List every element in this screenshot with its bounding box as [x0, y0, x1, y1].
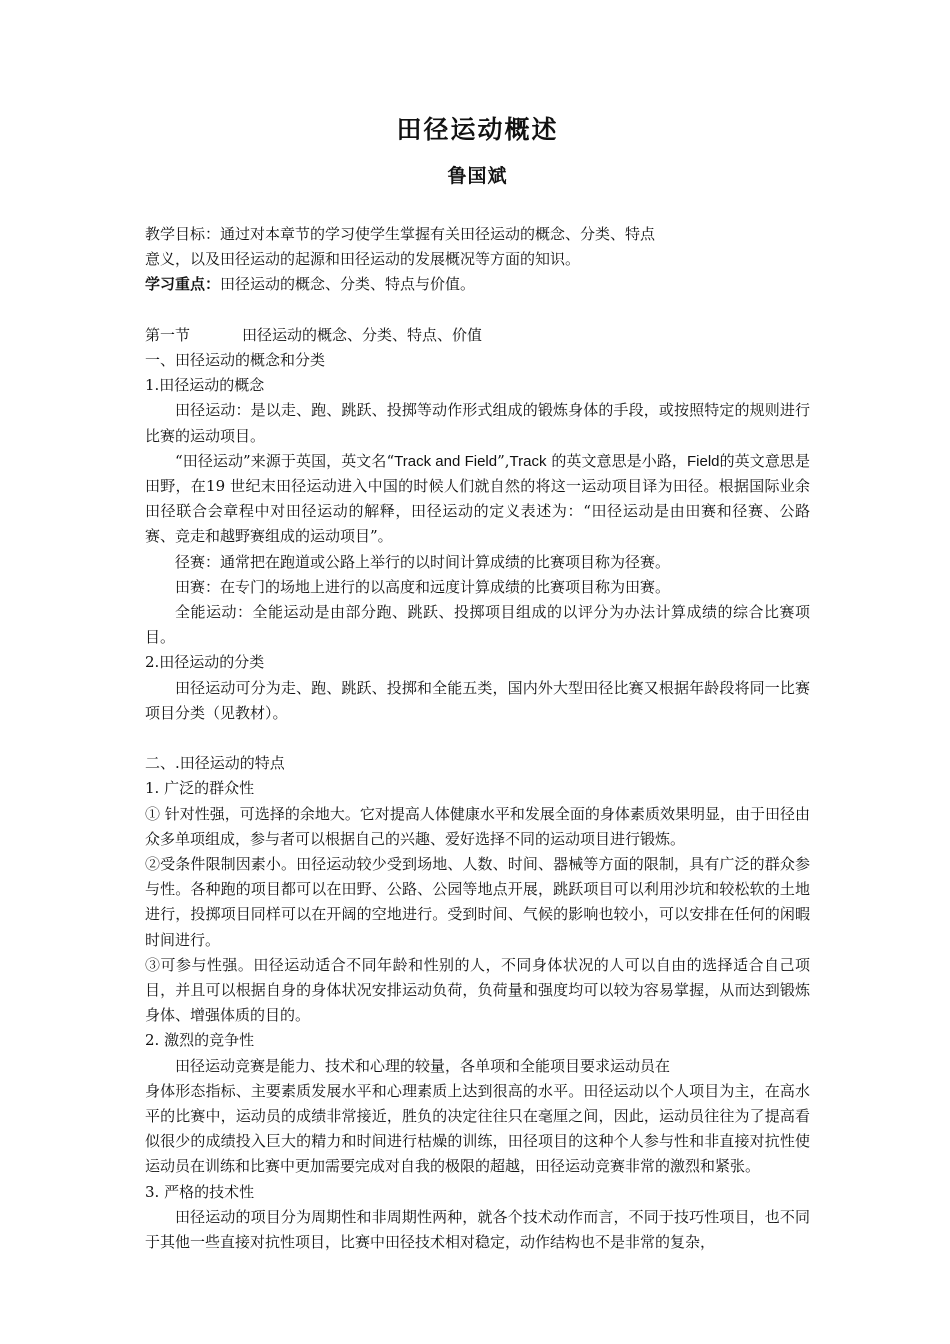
spacer [145, 298, 810, 323]
paragraph-classification: 田径运动可分为走、跑、跳跃、投掷和全能五类，国内外大型田径比赛又根据年龄段将同一比赛项目分类（见教材）。 [145, 678, 810, 722]
heading-2-3: 3. 严格的技术性 [145, 1182, 255, 1201]
heading-1-1: 1.田径运动的概念 [145, 376, 265, 395]
origin-word-track: Track [509, 452, 547, 470]
heading-1: 一、田径运动的概念和分类 [145, 351, 326, 369]
paragraph-mass-1: ① 针对性强，可选择的余地大。它对提高人体健康水平和发展全面的身体素质效果明显，由于田径由众多单项组成，参与者可以根据自己的兴趣、爱好选择不同的运动项目进行锻炼。 [145, 804, 810, 848]
document-title: 田径运动概述 [396, 115, 559, 144]
origin-word-field: Field [687, 452, 720, 470]
paragraph-competition: 身体形态指标、主要素质发展水平和心理素质上达到很高的水平。田径运动以个人项目为主，在高水平的比赛中，运动员的成绩非常接近，胜负的决定往往只在毫厘之间，因此，运动员往往为了提高看似很少的成绩投入巨大的精力和时间进行枯燥的训练，田径项目的这种个人参与性和非直接对抗性使运动员在训练和比赛中更加需要完成对自我的极限的超越，田径运动竞赛非常的激烈和紧张。 [145, 1081, 810, 1176]
heading-2-2: 2. 激烈的竞争性 [145, 1031, 255, 1050]
paragraph-mass-3: ③可参与性强。田径运动适合不同年龄和性别的人，不同身体状况的人可以自由的选择适合自己项目，并且可以根据自身的身体状况安排运动负荷，负荷量和强度均可以较为容易掌握，从而达到锻炼身体、增强体质的目的。 [145, 955, 810, 1025]
origin-text-d: 的英文意思是田野，在19 世纪末田径运动进入中国的时候人们就自然的将这一运动项目译为田径。根据国际业余田径联合会章程中对田径运动的解释，田径运动的定义表述为：“田径运动是由田赛和径赛、公路赛、竞走和越野赛组成的运动项目”。 [145, 451, 810, 546]
origin-text-c: 的英文意思是小路， [546, 451, 687, 470]
objective-line-1: 教学目标：通过对本章节的学习使学生掌握有关田径运动的概念、分类、特点 [145, 225, 656, 243]
objective-line-2: 意义，以及田径运动的起源和田径运动的发展概况等方面的知识。 [145, 250, 581, 269]
paragraph-origin [145, 449, 810, 550]
key-points-label: 学习重点： [145, 275, 221, 294]
paragraph-all-round: 全能运动：全能运动是由部分跑、跳跃、投掷项目组成的以评分为办法计算成绩的综合比赛项目。 [145, 603, 810, 647]
document-body [145, 222, 810, 1255]
key-points-text: 田径运动的概念、分类、特点与价值。 [220, 275, 476, 294]
heading-2: 二、.田径运动的特点 [145, 754, 285, 773]
heading-2-1: 1. 广泛的群众性 [145, 779, 255, 798]
paragraph-technique: 田径运动的项目分为周期性和非周期性两种，就各个技术动作而言，不同于技巧性项目，也不同于其他一些直接对抗性项目，比赛中田径技术相对稳定，动作结构也不是非常的复杂， [145, 1207, 810, 1252]
origin-text-a: “田径运动”来源于英国，英文名“ [175, 451, 395, 470]
section-heading [145, 323, 810, 348]
section-number: 第一节 [145, 325, 191, 344]
heading-1-2: 2.田径运动的分类 [145, 653, 265, 672]
key-points [145, 272, 810, 297]
paragraph-mass-2: ②受条件限制因素小。田径运动较少受到场地、人数、时间、器械等方面的限制，具有广泛的群众参与性。各种跑的项目都可以在田野、公路、公园等地点开展，跳跃项目可以利用沙坑和较松软的土地进行，投掷项目同样可以在开阔的空地进行。受到时间、气候的影响也较小，可以安排在任何的闲暇时间进行。 [145, 855, 810, 949]
spacer [145, 726, 810, 751]
paragraph-definition: 田径运动：是以走、跑、跳跃、投掷等动作形式组成的锻炼身体的手段，或按照特定的规则进行比赛的运动项目。 [145, 401, 810, 445]
origin-text-b: ”, [497, 451, 510, 470]
origin-english-name: Track and Field [394, 452, 498, 470]
document-author: 鲁国斌 [447, 165, 508, 187]
paragraph-competition-line-1: 田径运动竞赛是能力、技术和心理的较量，各单项和全能项目要求运动员在 [175, 1056, 671, 1075]
paragraph-track: 径赛：通常把在跑道或公路上举行的以时间计算成绩的比赛项目称为径赛。 [175, 552, 671, 571]
section-title: 田径运动的概念、分类、特点、价值 [242, 325, 483, 344]
paragraph-field: 田赛：在专门的场地上进行的以高度和远度计算成绩的比赛项目称为田赛。 [175, 577, 671, 596]
